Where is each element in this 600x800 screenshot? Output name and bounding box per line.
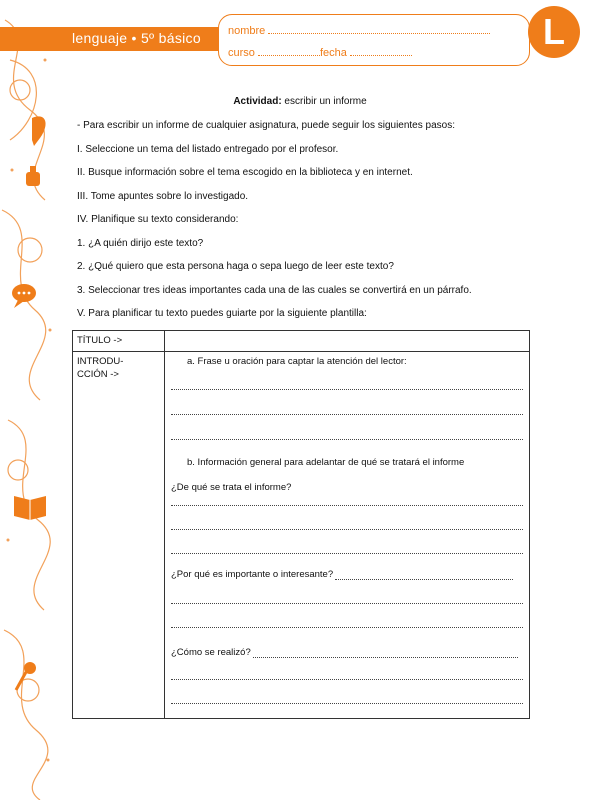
instruction-intro: - Para escribir un informe de cualquier asignatura, puede seguir los siguientes pasos: (77, 120, 455, 131)
instruction-substep-1: 1. ¿A quién dirijo este texto? (77, 238, 204, 249)
name-label: nombre (228, 25, 266, 37)
answer-line[interactable] (171, 603, 523, 604)
ink-bottle-icon (26, 166, 40, 186)
banner-bullet: • (131, 30, 137, 46)
activity-title (0, 96, 600, 107)
instruction-step-3: III. Tome apuntes sobre lo investigado. (77, 191, 249, 202)
answer-line[interactable] (253, 650, 518, 658)
answer-line[interactable] (171, 389, 523, 390)
speech-bubble-icon (12, 284, 36, 308)
title-row-label: TÍTULO -> (77, 335, 123, 346)
instruction-substep-3: 3. Seleccionar tres ideas importantes cada una de las cuales se convertirá en un párrafo. (77, 285, 472, 296)
item-b-text: b. Información general para adelantar de qué se tratará el informe (187, 457, 465, 468)
course-field[interactable] (228, 46, 320, 59)
date-label: fecha (320, 47, 347, 59)
answer-line[interactable] (171, 703, 523, 704)
intro-row-label-line2: CCIÓN -> (77, 369, 119, 380)
table-row-divider (73, 351, 529, 352)
answer-line[interactable] (171, 505, 523, 506)
intro-row-label-line1: INTRODU- (77, 356, 124, 367)
answer-line[interactable] (171, 529, 523, 530)
instruction-step-4: IV. Planifique su texto considerando: (77, 214, 239, 225)
date-line[interactable] (350, 46, 412, 56)
answer-line[interactable] (171, 553, 523, 554)
grade-label: 5º básico (140, 30, 201, 46)
report-template-table (72, 330, 530, 719)
answer-line[interactable] (171, 679, 523, 680)
name-field[interactable] (228, 24, 490, 37)
table-column-divider (164, 331, 165, 718)
subject-banner-text (72, 30, 201, 46)
question-1-text: ¿De qué se trata el informe? (171, 482, 292, 493)
microphone-icon (16, 662, 36, 690)
instruction-step-5: V. Para planificar tu texto puedes guiarte por la siguiente plantilla: (77, 308, 367, 319)
answer-line[interactable] (171, 414, 523, 415)
decorative-swirl-band (0, 0, 60, 800)
item-a-text: a. Frase u oración para captar la atención del lector: (187, 356, 407, 367)
answer-line[interactable] (171, 627, 523, 628)
instruction-substep-2: 2. ¿Qué quiero que esta persona haga o sepa luego de leer este texto? (77, 261, 394, 272)
instruction-step-2: II. Busque información sobre el tema escogido en la biblioteca y en internet. (77, 167, 413, 178)
open-book-icon (14, 496, 46, 520)
question-2-text: ¿Por qué es importante o interesante? (171, 569, 334, 580)
activity-title-bold: Actividad: (233, 96, 282, 107)
date-field[interactable] (320, 46, 412, 59)
question-3-row (171, 647, 518, 658)
course-label: curso (228, 47, 255, 59)
answer-line[interactable] (171, 439, 523, 440)
course-line[interactable] (258, 46, 320, 56)
instruction-step-1: I. Seleccione un tema del listado entregado por el profesor. (77, 144, 339, 155)
subject-badge: L (528, 6, 580, 58)
question-2-row (171, 569, 513, 580)
subject-label: lenguaje (72, 30, 128, 46)
name-line[interactable] (268, 24, 490, 34)
activity-title-rest: escribir un informe (281, 96, 367, 107)
answer-line[interactable] (335, 572, 513, 580)
question-3-text: ¿Cómo se realizó? (171, 647, 251, 658)
